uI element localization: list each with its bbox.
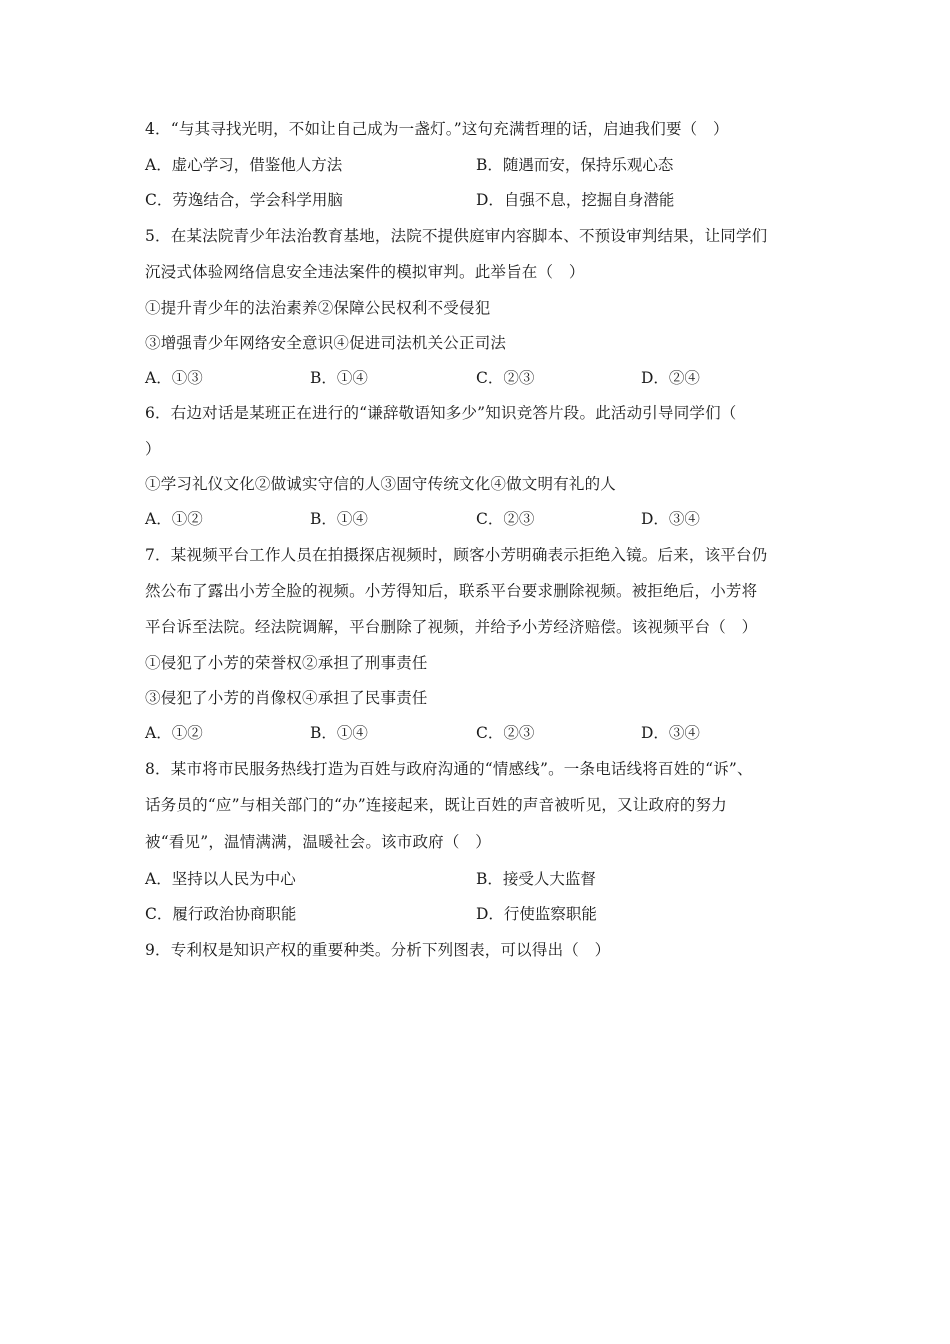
- q6-option-c: C．②③: [476, 510, 535, 528]
- q5-option-c: C．②③: [476, 369, 535, 387]
- q5-option-a: A．①③: [145, 369, 203, 387]
- q8-option-a: A．坚持以人民为中心: [145, 870, 296, 888]
- q4-option-c: C．劳逸结合，学会科学用脑: [145, 191, 343, 209]
- q8-stem-line-2: 话务员的“应”与相关部门的“办”连接起来，既让百姓的声音被听见，又让政府的努力: [145, 796, 727, 814]
- q5-item-line-2: ③增强青少年网络安全意识④促进司法机关公正司法: [145, 334, 507, 352]
- q6-option-a: A．①②: [145, 510, 203, 528]
- q8-stem-line-3: 被“看见”，温情满满，温暖社会。该市政府（ ）: [145, 833, 491, 851]
- q7-option-c: C．②③: [476, 724, 535, 742]
- q8-option-c: C．履行政治协商职能: [145, 905, 297, 923]
- q7-item-line-1: ①侵犯了小芳的荣誉权②承担了刑事责任: [145, 654, 428, 672]
- q6-stem-line-2: ）: [145, 440, 161, 458]
- q8-option-b: B．接受人大监督: [476, 870, 596, 888]
- q5-option-b: B．①④: [310, 369, 368, 387]
- q7-option-b: B．①④: [310, 724, 368, 742]
- q7-stem-line-2: 然公布了露出小芳全脸的视频。小芳得知后，联系平台要求删除视频。被拒绝后，小芳将: [145, 582, 758, 600]
- q7-stem-line-3: 平台诉至法院。经法院调解，平台删除了视频，并给予小芳经济赔偿。该视频平台（ ）: [145, 618, 758, 636]
- q9-stem-line-1: 9．专利权是知识产权的重要种类。分析下列图表，可以得出（ ）: [145, 941, 611, 959]
- q7-item-line-2: ③侵犯了小芳的肖像权④承担了民事责任: [145, 689, 428, 707]
- q6-item-line-1: ①学习礼仪文化②做诚实守信的人③固守传统文化④做文明有礼的人: [145, 475, 617, 493]
- q6-option-b: B．①④: [310, 510, 368, 528]
- q8-stem-line-1: 8．某市将市民服务热线打造为百姓与政府沟通的“情感线”。一条电话线将百姓的“诉”、: [145, 760, 753, 778]
- q8-option-d: D．行使监察职能: [476, 905, 597, 923]
- q4-option-b: B．随遇而安，保持乐观心态: [476, 156, 674, 174]
- q4-option-d: D．自强不息，挖掘自身潜能: [476, 191, 675, 209]
- q5-item-line-1: ①提升青少年的法治素养②保障公民权利不受侵犯: [145, 299, 491, 317]
- q5-stem-line-1: 5．在某法院青少年法治教育基地，法院不提供庭审内容脚本、不预设审判结果，让同学们: [145, 227, 768, 245]
- q7-stem-line-1: 7．某视频平台工作人员在拍摄探店视频时，顾客小芳明确表示拒绝入镜。后来，该平台仍: [145, 546, 768, 564]
- q6-option-d: D．③④: [641, 510, 700, 528]
- q5-option-d: D．②④: [641, 369, 700, 387]
- q5-stem-line-2: 沉浸式体验网络信息安全违法案件的模拟审判。此举旨在（ ）: [145, 263, 585, 281]
- q7-option-d: D．③④: [641, 724, 700, 742]
- q7-option-a: A．①②: [145, 724, 203, 742]
- q4-option-a: A．虚心学习，借鉴他人方法: [145, 156, 343, 174]
- q6-stem-line-1: 6．右边对话是某班正在进行的“谦辞敬语知多少”知识竞答片段。此活动引导同学们（: [145, 404, 737, 422]
- q4-stem-line-1: 4．“与其寻找光明，不如让自己成为一盏灯。”这句充满哲理的话，启迪我们要（ ）: [145, 120, 729, 138]
